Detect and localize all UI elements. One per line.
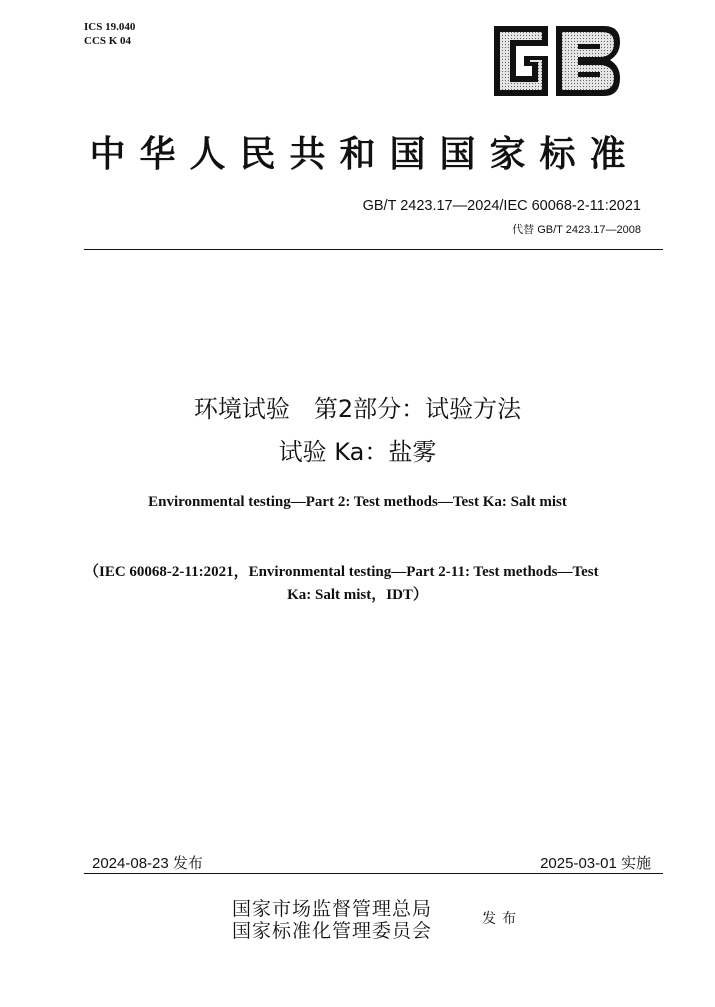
replaces-note: 代替 GB/T 2423.17—2008: [512, 224, 641, 236]
classification-codes: [84, 20, 135, 48]
gb-logo-icon: [486, 22, 626, 100]
issuer-samr: 国家市场监督管理总局: [232, 898, 433, 920]
gb-logo: [486, 22, 626, 100]
issuing-organizations: [232, 898, 432, 942]
publish-date: 2024-08-23 发布: [92, 855, 203, 872]
header-divider: [84, 249, 663, 250]
ccs-code: CCS K 04: [84, 35, 132, 47]
title-chinese-line-2: 试验 Ka：盐雾: [278, 438, 437, 466]
ics-code: ICS 19.040: [84, 21, 136, 33]
title-english: Environmental testing—Part 2: Test methods—Test Ka: Salt mist: [148, 494, 567, 510]
issuer-sac: 国家标准化管理委员会: [232, 920, 433, 942]
standard-number: GB/T 2423.17—2024/IEC 60068-2-11:2021: [362, 198, 641, 214]
identical-adoption-line-1: （IEC 60068-2-11:2021，Environmental testing—Part 2-11: Test methods—Test: [84, 564, 599, 580]
standard-type-heading: 中华人民共和国国家标准: [89, 133, 640, 175]
identical-adoption-line-2: Ka: Salt mist，IDT）: [287, 587, 428, 603]
implement-date: 2025-03-01 实施: [540, 855, 651, 872]
title-chinese-line-1: 环境试验 第2部分：试验方法: [193, 395, 522, 423]
footer-divider: [84, 873, 663, 874]
issue-label: 发布: [482, 911, 522, 927]
